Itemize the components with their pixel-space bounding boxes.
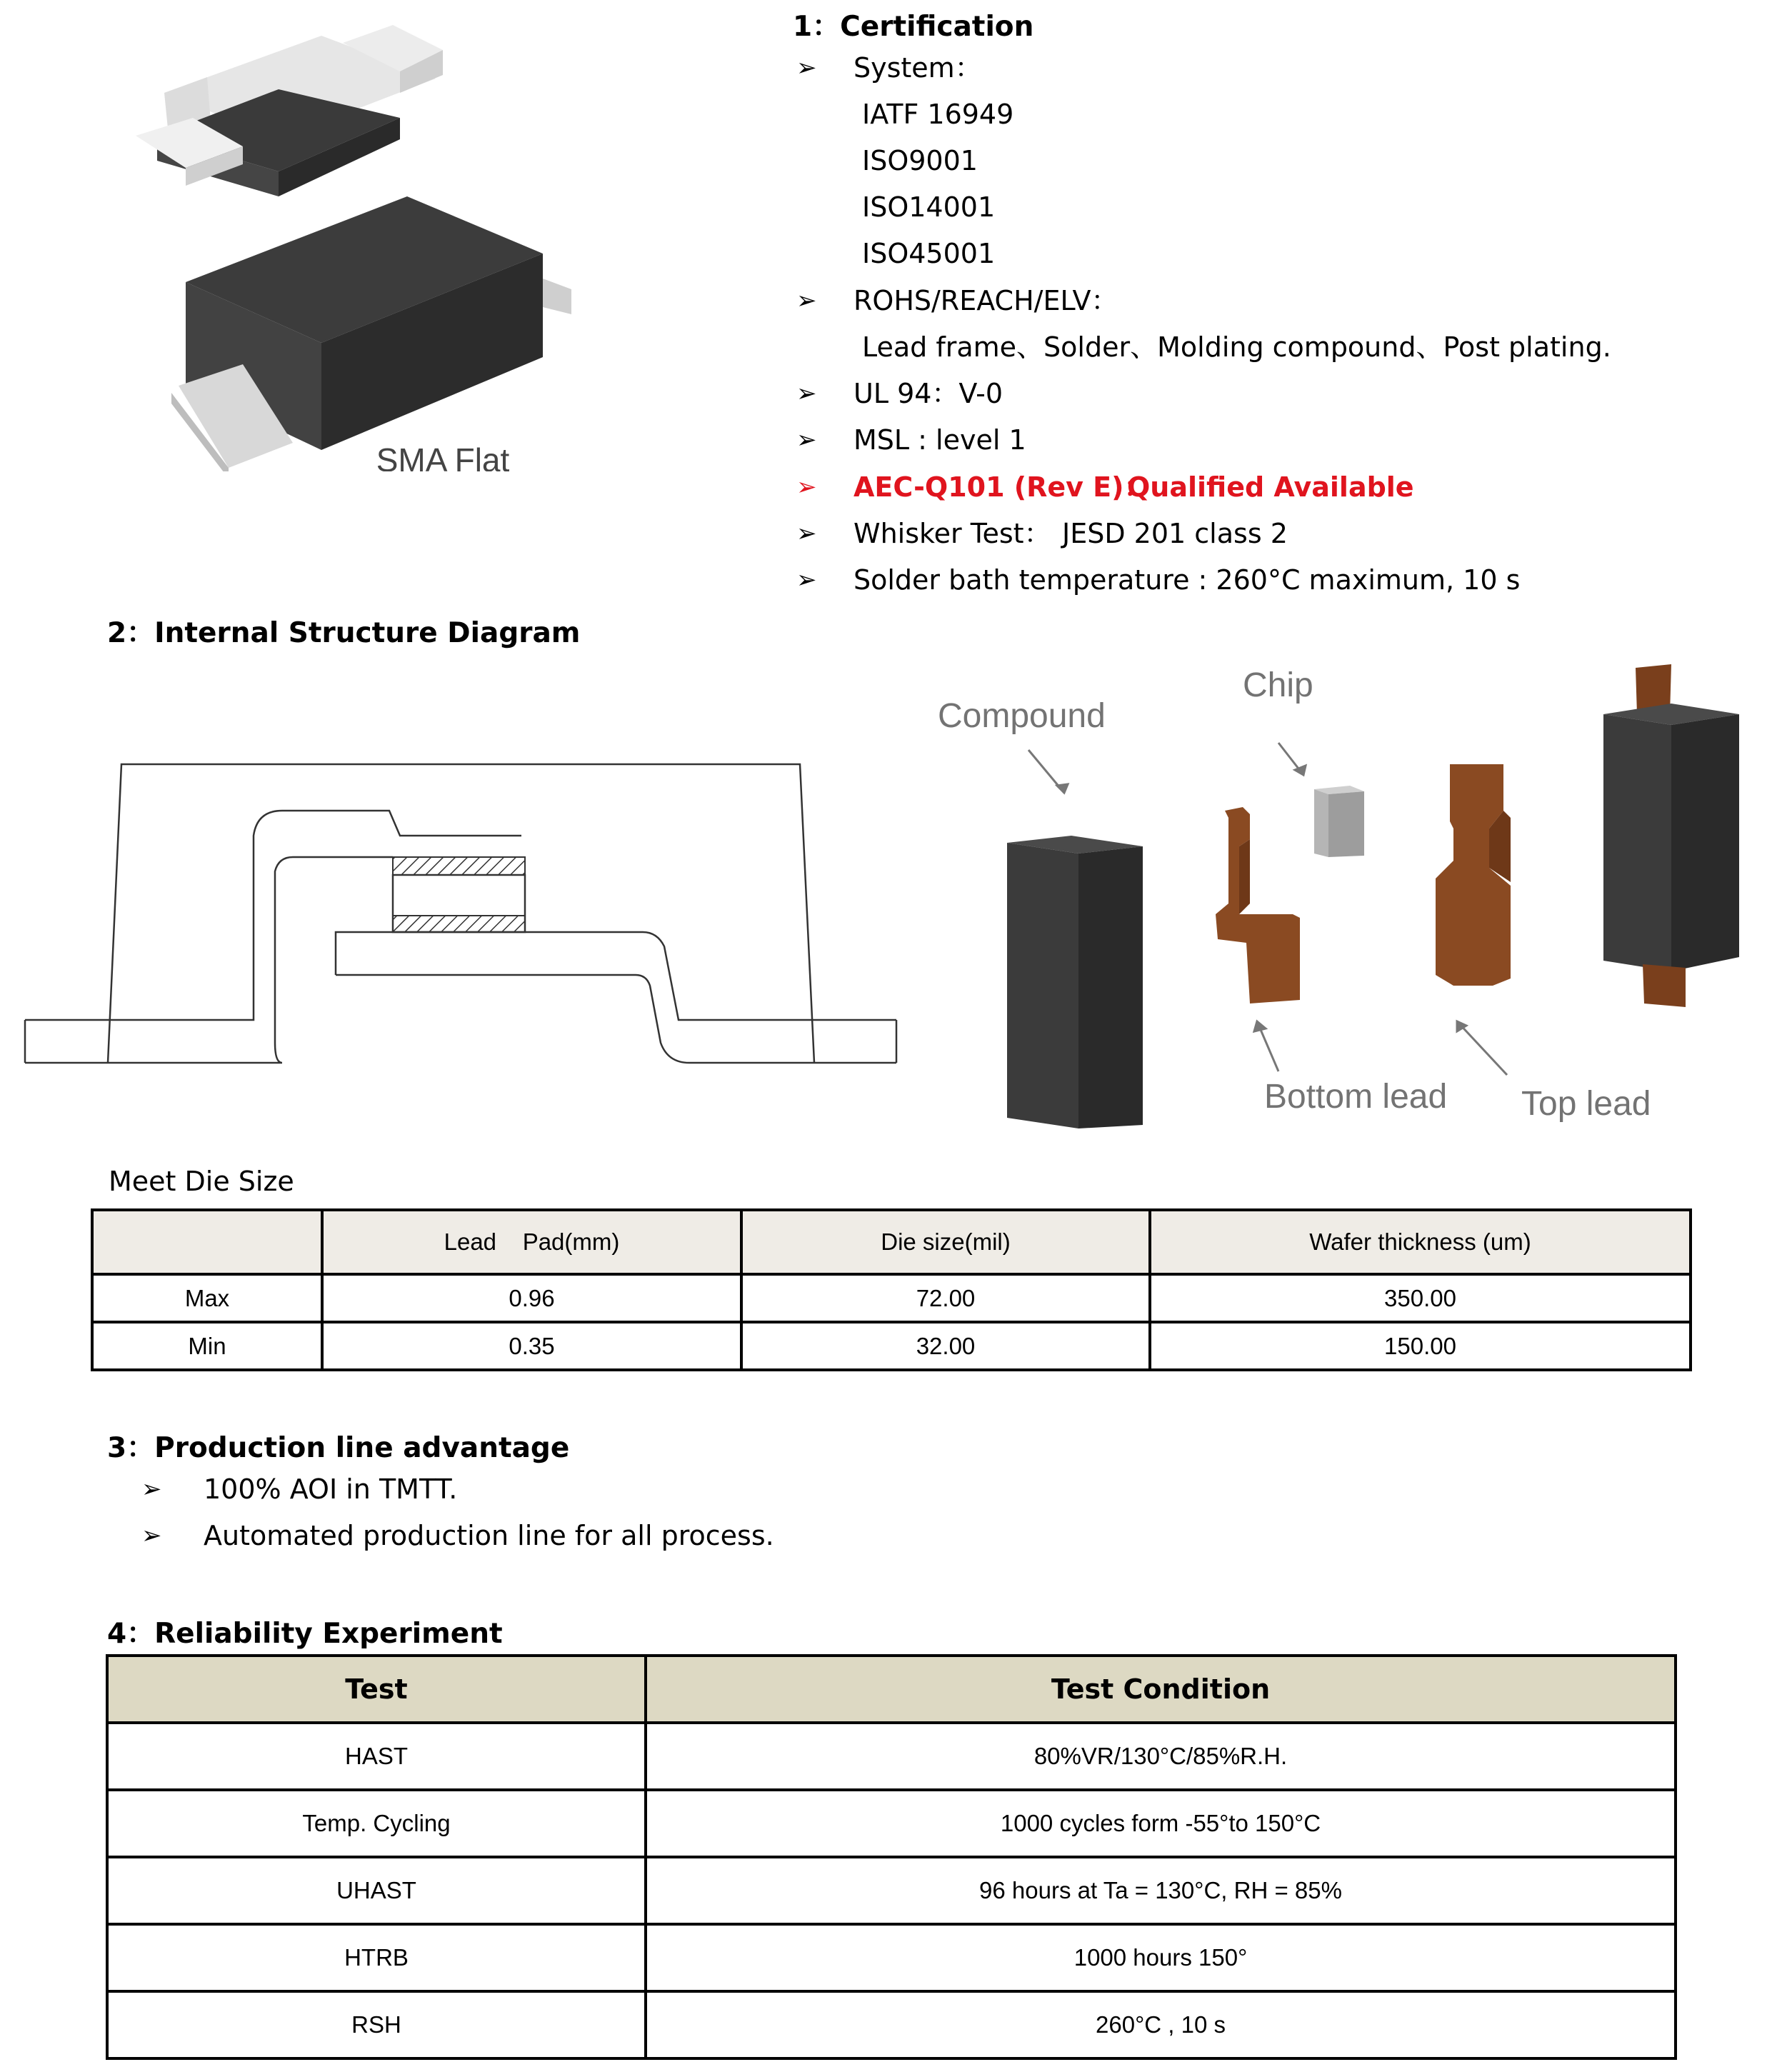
table-cell: 72.00 <box>741 1274 1150 1322</box>
table-header-cell: Lead Pad(mm) <box>322 1210 741 1274</box>
system-item: ISO14001 <box>862 191 996 223</box>
table-row <box>107 1723 1676 1790</box>
table-cell: 260°C , 10 s <box>646 1991 1676 2058</box>
production-item: Automated production line for all process. <box>204 1520 774 1551</box>
bullet-arrow-icon: ➢ <box>796 54 817 82</box>
solder-temperature: Solder bath temperature : 260°C maximum, 10 s <box>854 564 1521 596</box>
structure-heading: 2：Internal Structure Diagram <box>107 617 581 649</box>
table-cell: 96 hours at Ta = 130°C, RH = 85% <box>646 1857 1676 1924</box>
system-item: ISO45001 <box>862 238 996 269</box>
table-cell: 80%VR/130°C/85%R.H. <box>646 1723 1676 1790</box>
bullet-arrow-icon: ➢ <box>796 519 817 548</box>
certification-heading: 1：Certification <box>793 11 1034 43</box>
chip-label: Chip <box>1243 666 1313 704</box>
table-cell: HAST <box>107 1723 646 1790</box>
bullet-arrow-icon: ➢ <box>796 426 817 454</box>
internal-structure-cross-section <box>21 757 907 1086</box>
reliability-heading: 4：Reliability Experiment <box>107 1618 503 1650</box>
bullet-arrow-icon: ➢ <box>796 473 817 501</box>
table-cell: 1000 hours 150° <box>646 1924 1676 1991</box>
table-cell: 1000 cycles form -55°to 150°C <box>646 1790 1676 1857</box>
ul94-rating: UL 94：V-0 <box>854 378 1003 409</box>
table-header-cell: Test <box>107 1656 646 1723</box>
table-cell: 350.00 <box>1150 1274 1691 1322</box>
table-cell: RSH <box>107 1991 646 2058</box>
table-header-cell: Wafer thickness (um) <box>1150 1210 1691 1274</box>
table-cell: HTRB <box>107 1924 646 1991</box>
system-label: System： <box>854 52 982 84</box>
whisker-value: JESD 201 class 2 <box>1062 518 1288 549</box>
table-header-cell <box>92 1210 322 1274</box>
table-cell: 0.96 <box>322 1274 741 1322</box>
reliability-table <box>106 1654 1677 2060</box>
bullet-arrow-icon: ➢ <box>141 1475 162 1503</box>
table-cell: Max <box>92 1274 322 1322</box>
whisker-label: Whisker Test： <box>854 518 1051 549</box>
table-cell: 0.35 <box>322 1322 741 1370</box>
table-row <box>107 1857 1676 1924</box>
system-item: ISO9001 <box>862 145 978 176</box>
rohs-detail: Lead frame、Solder、Molding compound、Post plating. <box>862 331 1611 363</box>
rohs-label: ROHS/REACH/ELV： <box>854 285 1118 316</box>
table-row <box>107 1790 1676 1857</box>
table-cell: 32.00 <box>741 1322 1150 1370</box>
table-row <box>107 1924 1676 1991</box>
product-label: SMA Flat <box>376 441 510 471</box>
table-row <box>92 1322 1691 1370</box>
table-cell: Temp. Cycling <box>107 1790 646 1857</box>
bullet-arrow-icon: ➢ <box>796 566 817 594</box>
table-row <box>107 1991 1676 2058</box>
table-header-row <box>107 1656 1676 1723</box>
table-header-cell: Test Condition <box>646 1656 1676 1723</box>
aec-value: Qualified Available <box>1127 471 1414 503</box>
bullet-arrow-icon: ➢ <box>796 379 817 408</box>
table-cell: UHAST <box>107 1857 646 1924</box>
bullet-arrow-icon: ➢ <box>141 1521 162 1550</box>
production-item: 100% AOI in TMTT. <box>204 1473 458 1505</box>
system-item: IATF 16949 <box>862 99 1014 130</box>
top-lead-label: Top lead <box>1521 1085 1651 1123</box>
bullet-arrow-icon: ➢ <box>796 286 817 315</box>
table-header-row <box>92 1210 1691 1274</box>
table-cell: 150.00 <box>1150 1322 1691 1370</box>
sma-flat-package-illustration <box>107 14 607 471</box>
table-row <box>92 1274 1691 1322</box>
msl-level: MSL : level 1 <box>854 424 1026 456</box>
die-size-caption: Meet Die Size <box>109 1166 294 1197</box>
table-header-cell: Die size(mil) <box>741 1210 1150 1274</box>
aec-label: AEC-Q101 (Rev E)： <box>854 471 1151 503</box>
bottom-lead-label: Bottom lead <box>1264 1078 1448 1116</box>
compound-label: Compound <box>938 697 1106 735</box>
production-heading: 3：Production line advantage <box>107 1432 570 1464</box>
die-size-table <box>91 1208 1692 1371</box>
table-cell: Min <box>92 1322 322 1370</box>
